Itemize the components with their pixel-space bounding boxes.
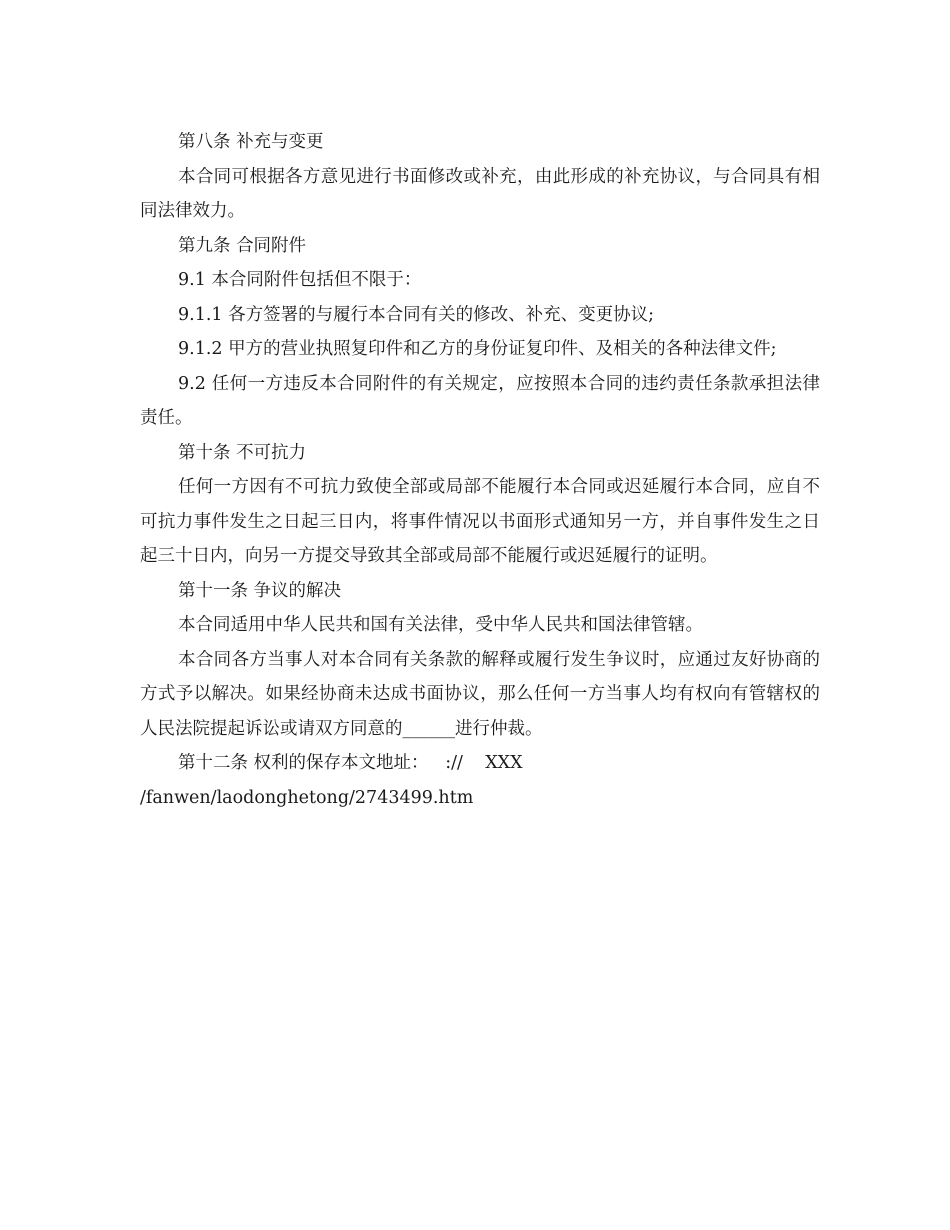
article-11-body-1: 本合同适用中华人民共和国有关法律，受中华人民共和国法律管辖。 [178,615,703,635]
article-10-body: 任何一方因有不可抗力致使全部或局部不能履行本合同或迟延履行本合同，应自不可抗力事件发生之日起三日内，将事件情况以书面形式通知另一方，并自事件发生之日起三十日内，向另一方提交导致其全部或局部不能履行或迟延履行的证明。 [140,477,820,566]
article-url-path: /fanwen/laodonghetong/2743499.htm [140,787,474,808]
clause-9-1-2: 9.1.2 甲方的营业执照复印件和乙方的身份证复印件、及相关的各种法律文件; [178,339,777,359]
article-11-heading: 第十一条 争议的解决 [178,580,342,601]
article-11-body-2: 本合同各方当事人对本合同有关条款的解释或履行发生争议时，应通过友好协商的方式予以解决。如果经协商未达成书面协议，那么任何一方当事人均有权向有管辖权的人民法院提起诉讼或请双方同意的______进行仲裁。 [140,649,820,739]
clause-9-2: 9.2 任何一方违反本合同附件的有关规定，应按照本合同的违约责任条款承担法律责任。 [140,373,820,428]
article-9-heading: 第九条 合同附件 [178,235,307,256]
article-8-body: 本合同可根据各方意见进行书面修改或补充，由此形成的补充协议，与合同具有相同法律效力。 [140,166,820,221]
clause-9-1: 9.1 本合同附件包括但不限于： [178,270,422,290]
clause-9-1-1: 9.1.1 各方签署的与履行本合同有关的修改、补充、变更协议; [178,304,654,325]
document-body [140,125,820,815]
article-10-heading: 第十条 不可抗力 [178,442,307,463]
article-12-heading: 第十二条 权利的保存本文地址： :// XXX [178,753,523,773]
article-8-heading: 第八条 补充与变更 [178,132,324,152]
